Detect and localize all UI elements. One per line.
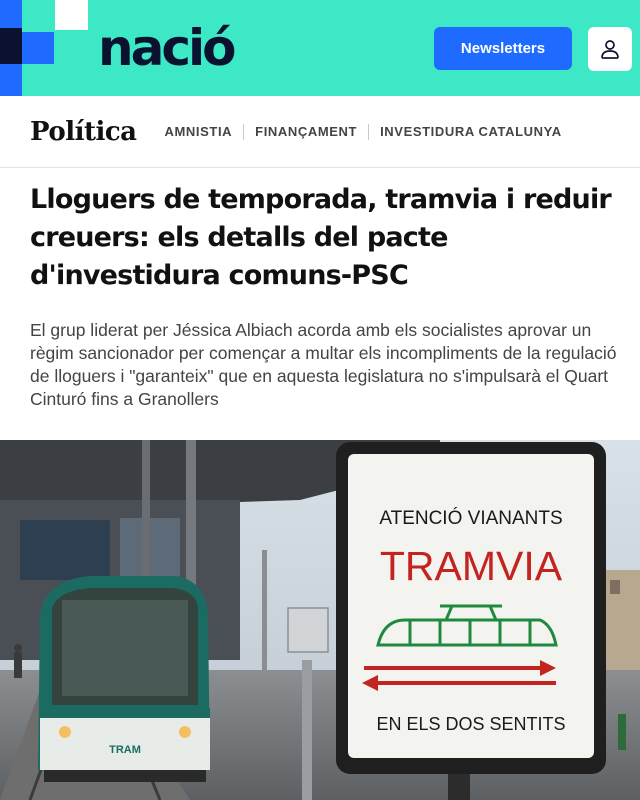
article-photo [0, 440, 640, 800]
section-title[interactable]: Política [30, 116, 137, 147]
tag-amnistia[interactable]: AMNISTIA [164, 124, 233, 139]
tram-illustration [38, 576, 210, 782]
article-headline: Lloguers de temporada, tramvia i reduir creuers: els detalls del pacte d'investidura comuns-PSC [30, 184, 611, 291]
sign-line-3: EN ELS DOS SENTITS [376, 714, 566, 734]
tram-warning-sign [336, 442, 606, 774]
user-account-button[interactable] [588, 27, 632, 71]
tag-investidura-catalunya[interactable]: INVESTIDURA CATALUNYA [380, 124, 562, 139]
site-logo[interactable]: nació [98, 19, 234, 77]
article-subheadline: El grup liderat per Jéssica Albiach acorda amb els socialistes aprovar un règim sancionador per començar a multar els incompliments de la regulació de lloguers i "garanteix" que en aquesta legislatura no s'impulsarà el Quart Cinturó fins a Granollers [30, 320, 617, 409]
tag-divider [243, 124, 244, 140]
topic-tags [165, 124, 562, 140]
section-nav [0, 96, 640, 168]
tram-label: TRAM [109, 744, 141, 756]
newsletters-button[interactable]: Newsletters [434, 27, 572, 70]
logo-mosaic-icon[interactable] [0, 0, 88, 96]
tag-financament[interactable]: FINANÇAMENT [255, 124, 358, 139]
tag-divider [368, 124, 369, 140]
sign-line-2: TRAMVIA [379, 543, 563, 589]
site-header [0, 0, 640, 96]
sign-line-1: ATENCIÓ VIANANTS [379, 508, 563, 529]
user-icon [599, 38, 621, 60]
